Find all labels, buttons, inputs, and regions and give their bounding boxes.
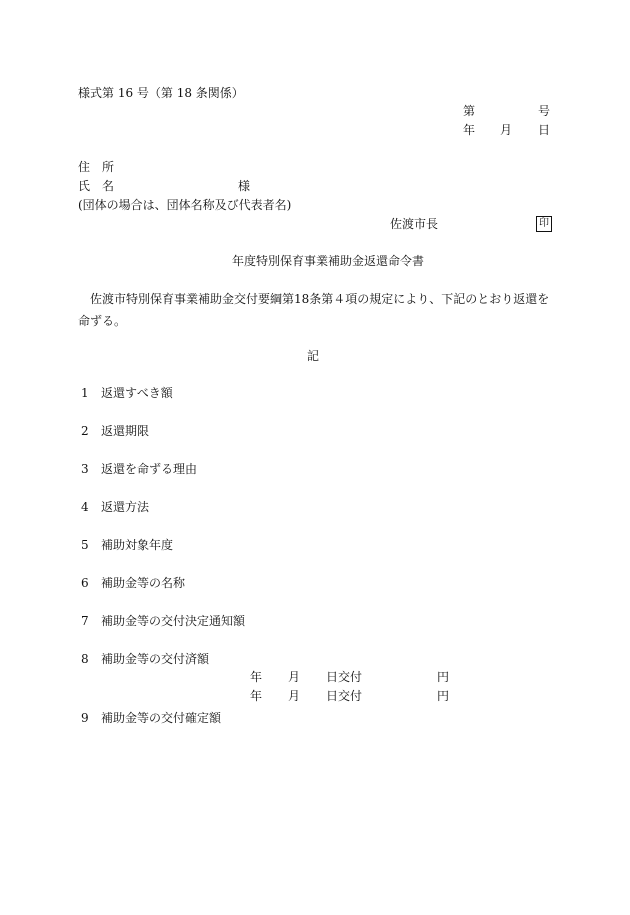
document-title: 年度特別保育事業補助金返還命令書 [232,254,425,268]
address-label: 住 所 [78,160,115,174]
date-year: 年 [463,123,476,137]
group-note: (団体の場合は、団体名称及び代表者名) [78,198,292,212]
payment-row-1-day: 日交付 [326,670,363,684]
item-3-label: 返還を命ずる理由 [101,462,198,476]
date-day: 日 [538,123,551,137]
reference-dai: 第 [463,104,476,118]
item-1-number: 1 [81,386,89,400]
item-9-number: 9 [81,711,89,725]
item-6-number: 6 [81,576,89,590]
item-7-number: 7 [81,614,89,628]
item-4-number: 4 [81,500,89,514]
item-6-label: 補助金等の名称 [101,576,186,590]
form-number-label: 様式第 16 号（第 18 条関係） [78,86,244,100]
reference-go: 号 [538,104,551,118]
item-3-number: 3 [81,462,89,476]
payment-row-1-year: 年 [250,670,263,684]
payment-row-1-yen: 円 [437,670,450,684]
payment-row-2-month: 月 [288,689,301,703]
issuer-title: 佐渡市長 [390,217,439,231]
seal-icon: 印 [536,216,552,232]
payment-row-1-month: 月 [288,670,301,684]
payment-row-2-yen: 円 [437,689,450,703]
item-5-number: 5 [81,538,89,552]
item-1-label: 返還すべき額 [101,386,173,400]
item-4-label: 返還方法 [101,500,150,514]
item-2-label: 返還期限 [101,424,150,438]
ki-heading: 記 [307,349,320,363]
item-8-number: 8 [81,652,89,666]
item-2-number: 2 [81,424,89,438]
date-month: 月 [500,123,513,137]
name-label: 氏 名 [78,179,115,193]
payment-row-2-day: 日交付 [326,689,363,703]
item-8-label: 補助金等の交付済額 [101,652,210,666]
honorific: 様 [238,179,251,193]
payment-row-2-year: 年 [250,689,263,703]
item-7-label: 補助金等の交付決定通知額 [101,614,246,628]
item-5-label: 補助対象年度 [101,538,174,552]
item-9-label: 補助金等の交付確定額 [101,711,222,725]
body-paragraph: 佐渡市特別保育事業補助金交付要綱第18条第４項の規定により、下記のとおり返還を命ずる。 [78,292,550,328]
